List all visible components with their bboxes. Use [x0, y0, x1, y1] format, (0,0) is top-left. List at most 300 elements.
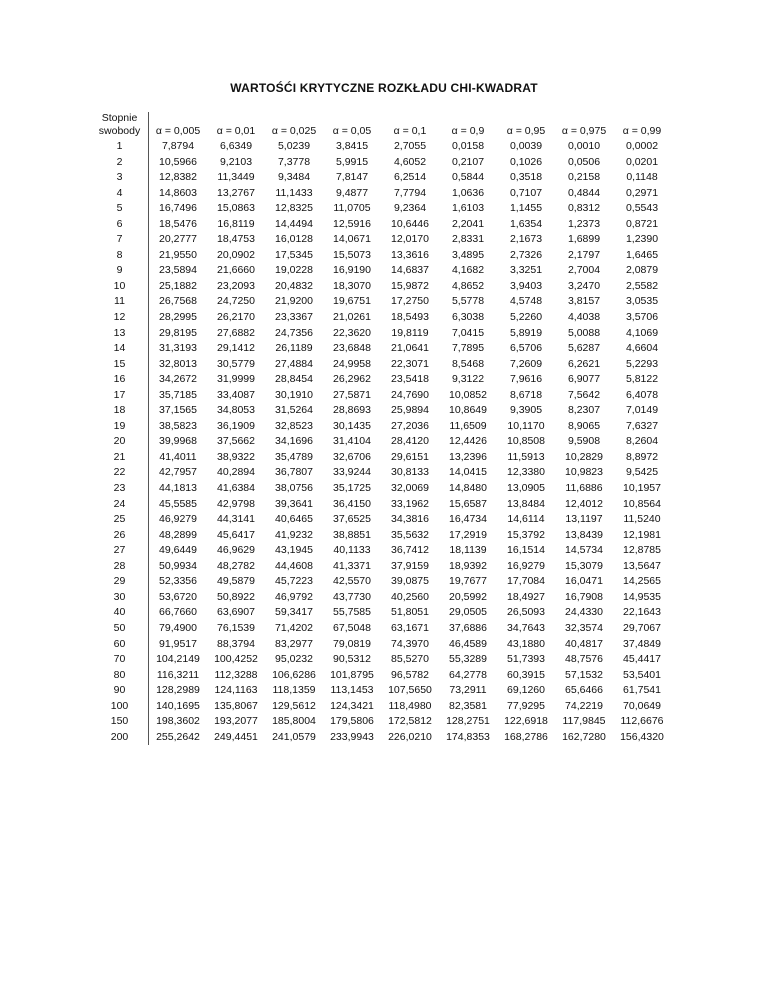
table-row: [91, 512, 671, 528]
critical-value-cell: 63,6907: [217, 606, 255, 619]
degrees-of-freedom-cell: 27: [91, 543, 149, 559]
critical-value-cell: 23,5894: [159, 264, 197, 277]
critical-value-cell: 14,9535: [623, 590, 661, 603]
critical-value-cell: 30,1910: [275, 388, 313, 401]
critical-value-cell: 1,2390: [625, 233, 659, 246]
critical-value-cell: 198,3602: [156, 715, 200, 728]
critical-value-cell: 174,8353: [446, 730, 490, 743]
critical-value-cell: 22,1643: [623, 606, 661, 619]
critical-value-cell: 3,8415: [335, 140, 369, 152]
critical-value-cell: 13,2396: [449, 450, 487, 463]
critical-value-cell: 6,5706: [509, 342, 543, 355]
critical-value-cell: 82,3581: [449, 699, 487, 712]
critical-value-cell: 45,4417: [623, 653, 661, 666]
critical-value-cell: 17,7084: [507, 575, 545, 588]
critical-value-cell: 44,3141: [217, 513, 255, 526]
critical-value-cell: 185,8004: [272, 715, 316, 728]
critical-value-cell: 16,0471: [565, 575, 603, 588]
critical-value-cell: 4,1682: [451, 264, 485, 277]
critical-value-cell: 31,9999: [217, 373, 255, 386]
critical-value-cell: 11,3449: [217, 171, 255, 184]
critical-value-cell: 30,1435: [333, 419, 371, 432]
critical-value-cell: 3,2470: [567, 279, 601, 292]
degrees-of-freedom-cell: 11: [91, 294, 149, 310]
critical-value-cell: 74,2219: [565, 699, 603, 712]
critical-value-cell: 12,4426: [449, 435, 487, 448]
critical-value-cell: 27,4884: [275, 357, 313, 370]
critical-value-cell: 8,6718: [509, 388, 543, 401]
critical-value-cell: 10,5966: [159, 155, 197, 168]
critical-value-cell: 5,0239: [277, 140, 311, 152]
critical-value-cell: 8,2307: [567, 404, 601, 417]
critical-value-cell: 193,2077: [214, 715, 258, 728]
critical-value-cell: 10,8508: [507, 435, 545, 448]
critical-value-cell: 7,7794: [393, 186, 427, 199]
critical-value-cell: 83,2977: [275, 637, 313, 650]
table-row: [91, 279, 671, 295]
table-row: [91, 201, 671, 217]
critical-value-cell: 18,4753: [217, 233, 255, 246]
degrees-of-freedom-cell: 10: [91, 279, 149, 295]
critical-value-cell: 14,0671: [333, 233, 371, 246]
critical-value-cell: 2,7004: [567, 264, 601, 277]
table-row: [91, 155, 671, 171]
critical-value-cell: 9,2364: [393, 202, 427, 215]
table-row: [91, 170, 671, 186]
critical-value-cell: 34,3816: [391, 513, 429, 526]
critical-value-cell: 6,2514: [393, 171, 427, 184]
critical-value-cell: 25,9894: [391, 404, 429, 417]
critical-value-cell: 15,0863: [217, 202, 255, 215]
critical-value-cell: 26,2962: [333, 373, 371, 386]
table-row: [91, 263, 671, 279]
table-row: [91, 543, 671, 559]
critical-value-cell: 100,4252: [214, 653, 258, 666]
degrees-of-freedom-cell: 25: [91, 512, 149, 528]
critical-value-cell: 23,5418: [391, 373, 429, 386]
table-row: [91, 294, 671, 310]
critical-value-cell: 24,7250: [217, 295, 255, 308]
critical-value-cell: 44,4608: [275, 559, 313, 572]
critical-value-cell: 117,9845: [562, 715, 606, 728]
critical-value-cell: 88,3794: [217, 637, 255, 650]
critical-value-cell: 37,4849: [623, 637, 661, 650]
critical-value-cell: 4,1069: [625, 326, 659, 339]
critical-value-cell: 15,9872: [391, 279, 429, 292]
critical-value-cell: 16,0128: [275, 233, 313, 246]
critical-value-cell: 43,7730: [333, 590, 371, 603]
critical-value-cell: 29,8195: [159, 326, 197, 339]
critical-value-cell: 14,8480: [449, 482, 487, 495]
df-header-line2: swobody: [98, 125, 141, 137]
critical-value-cell: 7,5642: [567, 388, 601, 401]
critical-value-cell: 65,6466: [565, 684, 603, 697]
critical-value-cell: 2,0879: [625, 264, 659, 277]
critical-value-cell: 122,6918: [504, 715, 548, 728]
critical-value-cell: 23,3367: [275, 311, 313, 324]
critical-value-cell: 107,5650: [388, 684, 432, 697]
degrees-of-freedom-cell: 19: [91, 419, 149, 435]
critical-value-cell: 0,5844: [451, 171, 485, 184]
critical-value-cell: 34,2672: [159, 373, 197, 386]
critical-value-cell: 9,3122: [451, 373, 485, 386]
critical-value-cell: 26,7568: [159, 295, 197, 308]
critical-value-cell: 14,8603: [159, 186, 197, 199]
critical-value-cell: 124,3421: [330, 699, 374, 712]
critical-value-cell: 46,4589: [449, 637, 487, 650]
critical-value-cell: 13,5647: [623, 559, 661, 572]
critical-value-cell: 28,8693: [333, 404, 371, 417]
critical-value-cell: 7,2609: [509, 357, 543, 370]
critical-value-cell: 51,7393: [507, 653, 545, 666]
critical-value-cell: 11,5240: [623, 513, 661, 526]
critical-value-cell: 12,5916: [333, 217, 371, 230]
critical-value-cell: 15,6587: [449, 497, 487, 510]
critical-value-cell: 28,8454: [275, 373, 313, 386]
critical-value-cell: 5,0088: [567, 326, 601, 339]
critical-value-cell: 24,9958: [333, 357, 371, 370]
critical-value-cell: 1,2373: [567, 217, 601, 230]
table-row: [91, 372, 671, 388]
critical-value-cell: 9,3484: [277, 171, 311, 184]
table-row: [91, 559, 671, 575]
critical-value-cell: 30,5779: [217, 357, 255, 370]
critical-value-cell: 7,0415: [451, 326, 485, 339]
critical-value-cell: 26,5093: [507, 606, 545, 619]
table-row: [91, 481, 671, 497]
alpha-column-header: α = 0,05: [332, 125, 372, 137]
critical-value-cell: 128,2989: [156, 684, 200, 697]
critical-value-cell: 37,9159: [391, 559, 429, 572]
critical-value-cell: 10,9823: [565, 466, 603, 479]
critical-value-cell: 129,5612: [272, 699, 316, 712]
critical-value-cell: 12,8325: [275, 202, 313, 215]
critical-value-cell: 22,3620: [333, 326, 371, 339]
critical-value-cell: 18,1139: [449, 544, 487, 557]
critical-value-cell: 106,6286: [272, 668, 316, 681]
critical-value-cell: 11,0705: [333, 202, 371, 215]
critical-value-cell: 23,2093: [217, 279, 255, 292]
critical-value-cell: 0,0002: [625, 140, 659, 152]
critical-value-cell: 14,6114: [507, 513, 545, 526]
critical-value-cell: 40,2894: [217, 466, 255, 479]
critical-value-cell: 38,5823: [159, 419, 197, 432]
critical-value-cell: 0,0010: [567, 140, 601, 152]
critical-value-cell: 34,8053: [217, 404, 255, 417]
critical-value-cell: 10,1957: [623, 482, 661, 495]
critical-value-cell: 13,1197: [565, 513, 603, 526]
critical-value-cell: 0,8312: [567, 202, 601, 215]
critical-value-cell: 70,0649: [623, 699, 661, 712]
critical-value-cell: 46,9792: [275, 590, 313, 603]
critical-value-cell: 96,5782: [391, 668, 429, 681]
critical-value-cell: 0,1026: [509, 155, 543, 168]
critical-value-cell: 5,6287: [567, 342, 601, 355]
degrees-of-freedom-cell: 90: [91, 683, 149, 699]
table-row: [91, 574, 671, 590]
degrees-of-freedom-cell: 21: [91, 450, 149, 466]
degrees-of-freedom-cell: 28: [91, 559, 149, 575]
critical-value-cell: 39,0875: [391, 575, 429, 588]
critical-value-cell: 16,4734: [449, 513, 487, 526]
critical-value-cell: 43,1945: [275, 544, 313, 557]
critical-value-cell: 8,9065: [567, 419, 601, 432]
critical-value-cell: 91,9517: [159, 637, 197, 650]
critical-value-cell: 116,3211: [156, 668, 200, 681]
critical-value-cell: 18,5476: [159, 217, 197, 230]
critical-value-cell: 19,6751: [333, 295, 371, 308]
critical-value-cell: 9,2103: [219, 155, 253, 168]
critical-value-cell: 162,7280: [562, 730, 606, 743]
critical-value-cell: 74,3970: [391, 637, 429, 650]
critical-value-cell: 6,2621: [567, 357, 601, 370]
degrees-of-freedom-cell: 200: [91, 730, 149, 746]
critical-value-cell: 226,0210: [388, 730, 432, 743]
critical-value-cell: 0,0039: [509, 140, 543, 152]
critical-value-cell: 7,6327: [625, 419, 659, 432]
degrees-of-freedom-header: [91, 112, 149, 139]
critical-value-cell: 39,9968: [159, 435, 197, 448]
alpha-column-header: α = 0,95: [506, 125, 546, 137]
critical-value-cell: 104,2149: [156, 653, 200, 666]
critical-value-cell: 38,8851: [333, 528, 371, 541]
degrees-of-freedom-cell: 14: [91, 341, 149, 357]
critical-value-cell: 16,1514: [507, 544, 545, 557]
critical-value-cell: 18,5493: [391, 311, 429, 324]
critical-value-cell: 11,5913: [507, 450, 545, 463]
critical-value-cell: 18,4927: [507, 590, 545, 603]
critical-value-cell: 12,8785: [623, 544, 661, 557]
critical-value-cell: 46,9629: [217, 544, 255, 557]
critical-value-cell: 1,6354: [509, 217, 543, 230]
table-row: [91, 683, 671, 699]
critical-value-cell: 7,7895: [451, 342, 485, 355]
critical-value-cell: 66,7660: [159, 606, 197, 619]
critical-value-cell: 32,8013: [159, 357, 197, 370]
critical-value-cell: 35,1725: [333, 482, 371, 495]
critical-value-cell: 37,6886: [449, 621, 487, 634]
table-row: [91, 730, 671, 746]
critical-value-cell: 0,0506: [567, 155, 601, 168]
critical-value-cell: 73,2911: [449, 684, 487, 697]
critical-value-cell: 5,2260: [509, 311, 543, 324]
table-row: [91, 652, 671, 668]
table-row: [91, 388, 671, 404]
degrees-of-freedom-cell: 29: [91, 574, 149, 590]
critical-value-cell: 0,5543: [625, 202, 659, 215]
critical-value-cell: 12,8382: [159, 171, 197, 184]
critical-value-cell: 77,9295: [507, 699, 545, 712]
critical-value-cell: 1,6899: [567, 233, 601, 246]
critical-value-cell: 2,7055: [393, 140, 427, 152]
table-row: [91, 528, 671, 544]
critical-value-cell: 14,5734: [565, 544, 603, 557]
header-row: [91, 112, 671, 139]
critical-value-cell: 8,5468: [451, 357, 485, 370]
critical-value-cell: 18,9392: [449, 559, 487, 572]
critical-value-cell: 64,2778: [449, 668, 487, 681]
critical-value-cell: 42,5570: [333, 575, 371, 588]
alpha-column-header: α = 0,1: [393, 125, 427, 137]
critical-value-cell: 10,1170: [507, 419, 545, 432]
df-header-line1: Stopnie: [101, 112, 138, 124]
critical-value-cell: 21,9200: [275, 295, 313, 308]
degrees-of-freedom-cell: 24: [91, 497, 149, 513]
table-row: [91, 637, 671, 653]
critical-value-cell: 0,2971: [625, 186, 659, 199]
critical-value-cell: 4,6604: [625, 342, 659, 355]
critical-value-cell: 13,8439: [565, 528, 603, 541]
critical-value-cell: 49,5879: [217, 575, 255, 588]
critical-value-cell: 112,3288: [214, 668, 258, 681]
critical-value-cell: 179,5806: [330, 715, 374, 728]
table-row: [91, 434, 671, 450]
critical-value-cell: 18,3070: [333, 279, 371, 292]
critical-value-cell: 14,6837: [391, 264, 429, 277]
critical-value-cell: 128,2751: [446, 715, 490, 728]
critical-value-cell: 7,8147: [335, 171, 369, 184]
critical-value-cell: 0,8721: [625, 217, 659, 230]
critical-value-cell: 10,6446: [391, 217, 429, 230]
critical-value-cell: 2,7326: [509, 248, 543, 261]
critical-value-cell: 17,2919: [449, 528, 487, 541]
critical-value-cell: 6,6349: [219, 140, 253, 152]
degrees-of-freedom-cell: 18: [91, 403, 149, 419]
critical-value-cell: 3,4895: [451, 248, 485, 261]
critical-value-cell: 53,5401: [623, 668, 661, 681]
degrees-of-freedom-cell: 4: [91, 186, 149, 202]
table-header: [91, 112, 671, 139]
critical-value-cell: 2,1673: [509, 233, 543, 246]
critical-value-cell: 5,5778: [451, 295, 485, 308]
critical-value-cell: 36,7412: [391, 544, 429, 557]
critical-value-cell: 33,9244: [333, 466, 371, 479]
critical-value-cell: 69,1260: [507, 684, 545, 697]
table-row: [91, 248, 671, 264]
critical-value-cell: 6,3038: [451, 311, 485, 324]
critical-value-cell: 27,2036: [391, 419, 429, 432]
critical-value-cell: 33,1962: [391, 497, 429, 510]
degrees-of-freedom-cell: 23: [91, 481, 149, 497]
critical-value-cell: 25,1882: [159, 279, 197, 292]
degrees-of-freedom-cell: 20: [91, 434, 149, 450]
critical-value-cell: 9,5908: [567, 435, 601, 448]
critical-value-cell: 67,5048: [333, 621, 371, 634]
critical-value-cell: 21,0641: [391, 342, 429, 355]
critical-value-cell: 168,2786: [504, 730, 548, 743]
alpha-column-header: α = 0,99: [622, 125, 662, 137]
critical-value-cell: 40,4817: [565, 637, 603, 650]
critical-value-cell: 26,1189: [275, 342, 313, 355]
critical-value-cell: 34,7643: [507, 621, 545, 634]
critical-value-cell: 46,9279: [159, 513, 197, 526]
critical-value-cell: 48,7576: [565, 653, 603, 666]
critical-value-cell: 7,8794: [161, 140, 195, 152]
critical-value-cell: 0,0201: [625, 155, 659, 168]
critical-value-cell: 45,6417: [217, 528, 255, 541]
critical-value-cell: 29,1412: [217, 342, 255, 355]
critical-value-cell: 26,2170: [217, 311, 255, 324]
critical-value-cell: 37,6525: [333, 513, 371, 526]
critical-value-cell: 13,8484: [507, 497, 545, 510]
critical-value-cell: 61,7541: [623, 684, 661, 697]
critical-value-cell: 48,2782: [217, 559, 255, 572]
critical-value-cell: 35,7185: [159, 388, 197, 401]
critical-value-cell: 135,8067: [214, 699, 258, 712]
critical-value-cell: 95,0232: [275, 653, 313, 666]
page-title: WARTOŚĆI KRYTYCZNE ROZKŁADU CHI-KWADRAT: [230, 81, 538, 95]
critical-value-cell: 9,5425: [625, 466, 659, 479]
critical-value-cell: 241,0579: [272, 730, 316, 743]
critical-value-cell: 2,5582: [625, 279, 659, 292]
table-row: [91, 186, 671, 202]
table-row: [91, 357, 671, 373]
critical-value-cell: 20,5992: [449, 590, 487, 603]
critical-value-cell: 44,1813: [159, 482, 197, 495]
degrees-of-freedom-cell: 30: [91, 590, 149, 606]
critical-value-cell: 16,9190: [333, 264, 371, 277]
critical-value-cell: 38,9322: [217, 450, 255, 463]
critical-value-cell: 3,3251: [509, 264, 543, 277]
critical-value-cell: 8,8972: [625, 450, 659, 463]
critical-value-cell: 42,7957: [159, 466, 197, 479]
critical-value-cell: 63,1671: [391, 621, 429, 634]
critical-value-cell: 4,5748: [509, 295, 543, 308]
critical-value-cell: 7,0149: [625, 404, 659, 417]
critical-value-cell: 0,1148: [626, 171, 658, 184]
critical-value-cell: 9,3905: [509, 404, 543, 417]
critical-value-cell: 0,2107: [451, 155, 485, 168]
chi-square-table: [91, 112, 671, 745]
critical-value-cell: 15,3079: [565, 559, 603, 572]
critical-value-cell: 3,5706: [625, 311, 659, 324]
critical-value-cell: 31,3193: [159, 342, 197, 355]
critical-value-cell: 31,4104: [333, 435, 371, 448]
critical-value-cell: 0,0158: [451, 140, 485, 152]
degrees-of-freedom-cell: 7: [91, 232, 149, 248]
critical-value-cell: 13,2767: [217, 186, 255, 199]
critical-value-cell: 76,1539: [217, 621, 255, 634]
table-row: [91, 605, 671, 621]
critical-value-cell: 15,3792: [507, 528, 545, 541]
critical-value-cell: 19,0228: [275, 264, 313, 277]
degrees-of-freedom-cell: 3: [91, 170, 149, 186]
critical-value-cell: 42,9798: [217, 497, 255, 510]
degrees-of-freedom-cell: 22: [91, 465, 149, 481]
degrees-of-freedom-cell: 70: [91, 652, 149, 668]
critical-value-cell: 40,6465: [275, 513, 313, 526]
critical-value-cell: 16,8119: [217, 217, 255, 230]
critical-value-cell: 24,7356: [275, 326, 313, 339]
critical-value-cell: 16,7908: [565, 590, 603, 603]
critical-value-cell: 249,4451: [214, 730, 258, 743]
degrees-of-freedom-cell: 100: [91, 699, 149, 715]
critical-value-cell: 8,2604: [625, 435, 659, 448]
critical-value-cell: 172,5812: [388, 715, 432, 728]
critical-value-cell: 60,3915: [507, 668, 545, 681]
critical-value-cell: 17,2750: [391, 295, 429, 308]
table-row: [91, 310, 671, 326]
degrees-of-freedom-cell: 17: [91, 388, 149, 404]
critical-value-cell: 29,0505: [449, 606, 487, 619]
critical-value-cell: 20,4832: [275, 279, 313, 292]
table-row: [91, 714, 671, 730]
critical-value-cell: 10,0852: [449, 388, 487, 401]
critical-value-cell: 13,0905: [507, 482, 545, 495]
table-row: [91, 139, 671, 155]
critical-value-cell: 23,6848: [333, 342, 371, 355]
critical-value-cell: 1,6465: [625, 248, 659, 261]
